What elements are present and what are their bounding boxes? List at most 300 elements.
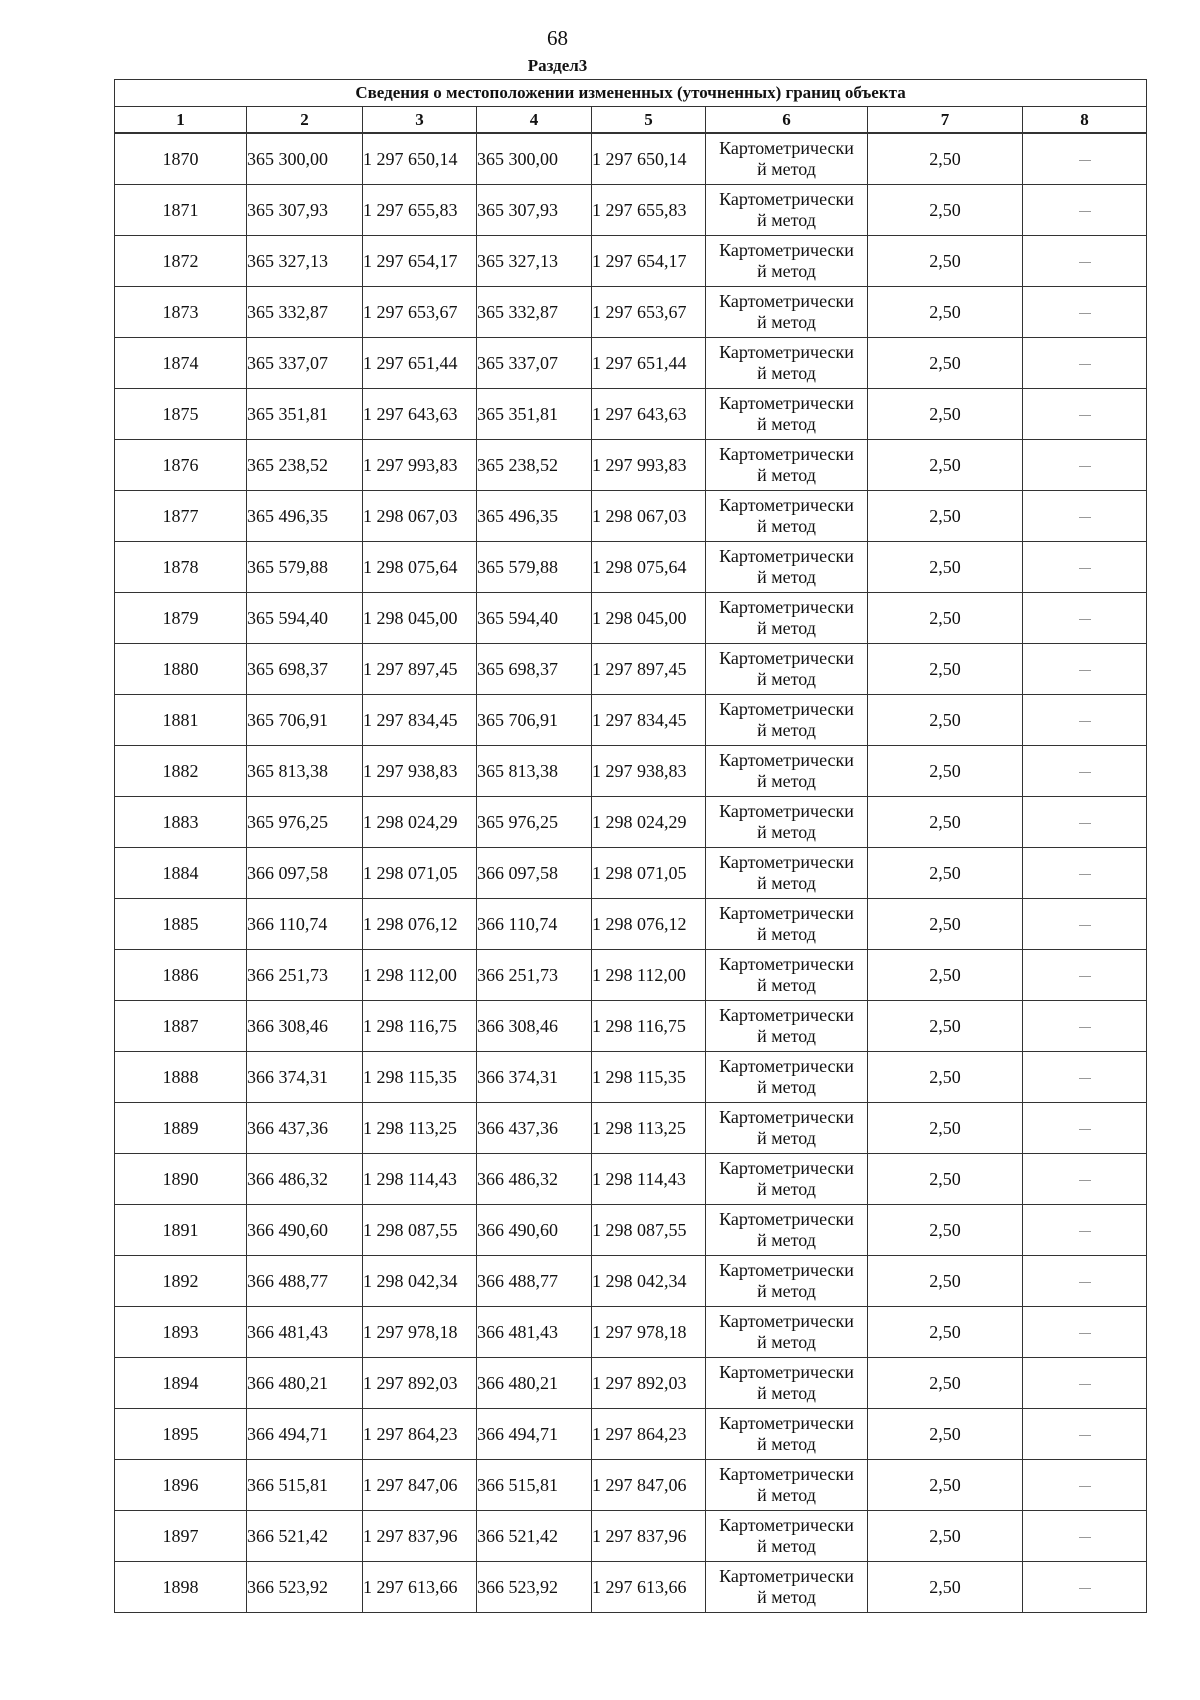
method-line-1: Картометрически	[719, 546, 854, 566]
y-old-cell: 1 298 113,25	[363, 1103, 477, 1154]
dash-mark	[1079, 262, 1091, 263]
y-new-cell: 1 297 650,14	[592, 133, 706, 185]
x-old-cell: 366 515,81	[247, 1460, 363, 1511]
method-line-1: Картометрически	[719, 1005, 854, 1025]
accuracy-cell: 2,50	[868, 287, 1023, 338]
x-old-cell: 366 251,73	[247, 950, 363, 1001]
dash-mark	[1079, 1180, 1091, 1181]
empty-dash-cell	[1023, 644, 1147, 695]
point-id-cell: 1895	[115, 1409, 247, 1460]
x-old-cell: 365 813,38	[247, 746, 363, 797]
accuracy-cell: 2,50	[868, 185, 1023, 236]
empty-dash-cell	[1023, 338, 1147, 389]
table-row	[115, 644, 1147, 695]
empty-dash-cell	[1023, 440, 1147, 491]
point-id-cell: 1876	[115, 440, 247, 491]
y-new-cell: 1 298 115,35	[592, 1052, 706, 1103]
method-line-1: Картометрически	[719, 954, 854, 974]
table-row	[115, 1511, 1147, 1562]
table-row	[115, 1001, 1147, 1052]
accuracy-cell: 2,50	[868, 1001, 1023, 1052]
dash-mark	[1079, 568, 1091, 569]
method-line-1: Картометрически	[719, 1464, 854, 1484]
y-old-cell: 1 297 978,18	[363, 1307, 477, 1358]
point-id-cell: 1892	[115, 1256, 247, 1307]
empty-dash-cell	[1023, 542, 1147, 593]
y-old-cell: 1 297 938,83	[363, 746, 477, 797]
method-line-1: Картометрически	[719, 699, 854, 719]
x-new-cell: 366 488,77	[477, 1256, 592, 1307]
point-id-cell: 1874	[115, 338, 247, 389]
method-line-1: Картометрически	[719, 648, 854, 668]
accuracy-cell: 2,50	[868, 1460, 1023, 1511]
empty-dash-cell	[1023, 1409, 1147, 1460]
accuracy-cell: 2,50	[868, 1409, 1023, 1460]
dash-mark	[1079, 976, 1091, 977]
empty-dash-cell	[1023, 1052, 1147, 1103]
empty-dash-cell	[1023, 491, 1147, 542]
point-id-cell: 1871	[115, 185, 247, 236]
x-new-cell: 366 437,36	[477, 1103, 592, 1154]
y-new-cell: 1 297 892,03	[592, 1358, 706, 1409]
dash-mark	[1079, 517, 1091, 518]
x-new-cell: 366 494,71	[477, 1409, 592, 1460]
y-new-cell: 1 297 837,96	[592, 1511, 706, 1562]
accuracy-cell: 2,50	[868, 1205, 1023, 1256]
method-cell	[706, 1511, 868, 1562]
accuracy-cell: 2,50	[868, 440, 1023, 491]
accuracy-cell: 2,50	[868, 133, 1023, 185]
table-row	[115, 797, 1147, 848]
y-new-cell: 1 298 067,03	[592, 491, 706, 542]
accuracy-cell: 2,50	[868, 797, 1023, 848]
empty-dash-cell	[1023, 593, 1147, 644]
method-line-2: й метод	[757, 210, 816, 230]
x-new-cell: 366 481,43	[477, 1307, 592, 1358]
x-old-cell: 365 351,81	[247, 389, 363, 440]
x-new-cell: 366 097,58	[477, 848, 592, 899]
method-line-2: й метод	[757, 363, 816, 383]
method-cell	[706, 1460, 868, 1511]
x-old-cell: 366 110,74	[247, 899, 363, 950]
point-id-cell: 1889	[115, 1103, 247, 1154]
method-cell	[706, 133, 868, 185]
table-row	[115, 1562, 1147, 1613]
method-line-2: й метод	[757, 1026, 816, 1046]
y-old-cell: 1 297 897,45	[363, 644, 477, 695]
y-old-cell: 1 297 654,17	[363, 236, 477, 287]
method-line-2: й метод	[757, 669, 816, 689]
y-new-cell: 1 297 653,67	[592, 287, 706, 338]
x-old-cell: 366 097,58	[247, 848, 363, 899]
y-old-cell: 1 298 114,43	[363, 1154, 477, 1205]
column-number-5: 5	[592, 107, 706, 134]
x-old-cell: 365 976,25	[247, 797, 363, 848]
dash-mark	[1079, 1078, 1091, 1079]
accuracy-cell: 2,50	[868, 950, 1023, 1001]
y-new-cell: 1 298 076,12	[592, 899, 706, 950]
x-new-cell: 365 337,07	[477, 338, 592, 389]
point-id-cell: 1882	[115, 746, 247, 797]
point-id-cell: 1878	[115, 542, 247, 593]
point-id-cell: 1890	[115, 1154, 247, 1205]
y-old-cell: 1 298 045,00	[363, 593, 477, 644]
point-id-cell: 1897	[115, 1511, 247, 1562]
x-new-cell: 366 374,31	[477, 1052, 592, 1103]
dash-mark	[1079, 160, 1091, 161]
x-old-cell: 366 521,42	[247, 1511, 363, 1562]
x-new-cell: 366 480,21	[477, 1358, 592, 1409]
accuracy-cell: 2,50	[868, 389, 1023, 440]
x-new-cell: 365 698,37	[477, 644, 592, 695]
method-line-2: й метод	[757, 516, 816, 536]
column-number-row	[115, 107, 1147, 134]
y-old-cell: 1 298 024,29	[363, 797, 477, 848]
empty-dash-cell	[1023, 950, 1147, 1001]
y-new-cell: 1 297 643,63	[592, 389, 706, 440]
point-id-cell: 1885	[115, 899, 247, 950]
accuracy-cell: 2,50	[868, 1103, 1023, 1154]
x-old-cell: 366 494,71	[247, 1409, 363, 1460]
x-old-cell: 366 308,46	[247, 1001, 363, 1052]
accuracy-cell: 2,50	[868, 236, 1023, 287]
table-row	[115, 950, 1147, 1001]
x-old-cell: 365 579,88	[247, 542, 363, 593]
y-new-cell: 1 297 978,18	[592, 1307, 706, 1358]
x-new-cell: 366 521,42	[477, 1511, 592, 1562]
method-line-1: Картометрически	[719, 1362, 854, 1382]
y-old-cell: 1 297 864,23	[363, 1409, 477, 1460]
method-cell	[706, 797, 868, 848]
method-line-1: Картометрически	[719, 1158, 854, 1178]
y-old-cell: 1 297 892,03	[363, 1358, 477, 1409]
dash-mark	[1079, 670, 1091, 671]
method-cell	[706, 1409, 868, 1460]
y-new-cell: 1 297 938,83	[592, 746, 706, 797]
dash-mark	[1079, 619, 1091, 620]
method-cell	[706, 1205, 868, 1256]
method-line-2: й метод	[757, 1434, 816, 1454]
x-new-cell: 365 594,40	[477, 593, 592, 644]
y-new-cell: 1 298 113,25	[592, 1103, 706, 1154]
table-row	[115, 338, 1147, 389]
empty-dash-cell	[1023, 848, 1147, 899]
empty-dash-cell	[1023, 287, 1147, 338]
point-id-cell: 1893	[115, 1307, 247, 1358]
table-row	[115, 1052, 1147, 1103]
point-id-cell: 1884	[115, 848, 247, 899]
method-line-1: Картометрически	[719, 138, 854, 158]
table-row	[115, 1358, 1147, 1409]
x-new-cell: 365 496,35	[477, 491, 592, 542]
table-row	[115, 1205, 1147, 1256]
x-new-cell: 366 110,74	[477, 899, 592, 950]
dash-mark	[1079, 466, 1091, 467]
method-line-1: Картометрически	[719, 1311, 854, 1331]
method-line-2: й метод	[757, 822, 816, 842]
method-cell	[706, 542, 868, 593]
method-line-2: й метод	[757, 1383, 816, 1403]
empty-dash-cell	[1023, 1511, 1147, 1562]
method-cell	[706, 1154, 868, 1205]
method-cell	[706, 899, 868, 950]
dash-mark	[1079, 874, 1091, 875]
x-old-cell: 365 238,52	[247, 440, 363, 491]
x-old-cell: 365 496,35	[247, 491, 363, 542]
empty-dash-cell	[1023, 1562, 1147, 1613]
method-line-2: й метод	[757, 1587, 816, 1607]
method-line-1: Картометрически	[719, 1566, 854, 1586]
y-old-cell: 1 298 075,64	[363, 542, 477, 593]
accuracy-cell: 2,50	[868, 338, 1023, 389]
table-row	[115, 185, 1147, 236]
empty-dash-cell	[1023, 1256, 1147, 1307]
point-id-cell: 1888	[115, 1052, 247, 1103]
y-new-cell: 1 298 045,00	[592, 593, 706, 644]
dash-mark	[1079, 925, 1091, 926]
dash-mark	[1079, 1537, 1091, 1538]
x-old-cell: 366 481,43	[247, 1307, 363, 1358]
method-cell	[706, 644, 868, 695]
empty-dash-cell	[1023, 797, 1147, 848]
method-cell	[706, 1307, 868, 1358]
x-old-cell: 365 594,40	[247, 593, 363, 644]
accuracy-cell: 2,50	[868, 899, 1023, 950]
y-new-cell: 1 297 651,44	[592, 338, 706, 389]
table-row	[115, 287, 1147, 338]
dash-mark	[1079, 1333, 1091, 1334]
page-number: 68	[547, 26, 568, 50]
method-line-2: й метод	[757, 465, 816, 485]
x-old-cell: 366 488,77	[247, 1256, 363, 1307]
table-row	[115, 746, 1147, 797]
point-id-cell: 1886	[115, 950, 247, 1001]
dash-mark	[1079, 1384, 1091, 1385]
method-line-2: й метод	[757, 771, 816, 791]
y-new-cell: 1 298 071,05	[592, 848, 706, 899]
method-cell	[706, 1256, 868, 1307]
empty-dash-cell	[1023, 133, 1147, 185]
method-cell	[706, 746, 868, 797]
dash-mark	[1079, 211, 1091, 212]
column-number-7: 7	[868, 107, 1023, 134]
table-row	[115, 440, 1147, 491]
x-new-cell: 365 976,25	[477, 797, 592, 848]
empty-dash-cell	[1023, 1205, 1147, 1256]
y-new-cell: 1 298 024,29	[592, 797, 706, 848]
x-new-cell: 365 307,93	[477, 185, 592, 236]
table-row	[115, 695, 1147, 746]
y-new-cell: 1 297 654,17	[592, 236, 706, 287]
method-line-2: й метод	[757, 261, 816, 281]
point-id-cell: 1872	[115, 236, 247, 287]
point-id-cell: 1873	[115, 287, 247, 338]
accuracy-cell: 2,50	[868, 1358, 1023, 1409]
method-line-1: Картометрически	[719, 240, 854, 260]
column-number-3: 3	[363, 107, 477, 134]
point-id-cell: 1880	[115, 644, 247, 695]
accuracy-cell: 2,50	[868, 1052, 1023, 1103]
method-line-1: Картометрически	[719, 1260, 854, 1280]
point-id-cell: 1887	[115, 1001, 247, 1052]
y-old-cell: 1 297 650,14	[363, 133, 477, 185]
table-row	[115, 1103, 1147, 1154]
y-old-cell: 1 298 112,00	[363, 950, 477, 1001]
y-old-cell: 1 297 834,45	[363, 695, 477, 746]
y-old-cell: 1 297 643,63	[363, 389, 477, 440]
accuracy-cell: 2,50	[868, 695, 1023, 746]
dash-mark	[1079, 823, 1091, 824]
empty-dash-cell	[1023, 746, 1147, 797]
dash-mark	[1079, 1435, 1091, 1436]
method-line-2: й метод	[757, 1128, 816, 1148]
y-new-cell: 1 298 114,43	[592, 1154, 706, 1205]
x-old-cell: 366 523,92	[247, 1562, 363, 1613]
point-id-cell: 1898	[115, 1562, 247, 1613]
table-row	[115, 1409, 1147, 1460]
section-title: Раздел3	[527, 56, 588, 75]
x-old-cell: 365 337,07	[247, 338, 363, 389]
y-new-cell: 1 298 075,64	[592, 542, 706, 593]
table-row	[115, 133, 1147, 185]
method-cell	[706, 1052, 868, 1103]
column-number-8: 8	[1023, 107, 1147, 134]
x-new-cell: 366 308,46	[477, 1001, 592, 1052]
method-line-1: Картометрически	[719, 852, 854, 872]
x-new-cell: 365 238,52	[477, 440, 592, 491]
method-line-2: й метод	[757, 1536, 816, 1556]
column-number-4: 4	[477, 107, 592, 134]
method-cell	[706, 1001, 868, 1052]
empty-dash-cell	[1023, 389, 1147, 440]
method-line-2: й метод	[757, 312, 816, 332]
y-new-cell: 1 297 897,45	[592, 644, 706, 695]
accuracy-cell: 2,50	[868, 1562, 1023, 1613]
accuracy-cell: 2,50	[868, 491, 1023, 542]
y-old-cell: 1 298 076,12	[363, 899, 477, 950]
method-cell	[706, 1562, 868, 1613]
method-cell	[706, 1103, 868, 1154]
dash-mark	[1079, 364, 1091, 365]
table-caption: Сведения о местоположении измененных (уточненных) границ объекта	[115, 80, 1147, 107]
column-number-2: 2	[247, 107, 363, 134]
table-row	[115, 1460, 1147, 1511]
table-row	[115, 1307, 1147, 1358]
method-line-1: Картометрически	[719, 342, 854, 362]
table-row	[115, 542, 1147, 593]
dash-mark	[1079, 415, 1091, 416]
empty-dash-cell	[1023, 1001, 1147, 1052]
x-old-cell: 365 307,93	[247, 185, 363, 236]
accuracy-cell: 2,50	[868, 1511, 1023, 1562]
method-line-2: й метод	[757, 924, 816, 944]
empty-dash-cell	[1023, 1154, 1147, 1205]
point-id-cell: 1879	[115, 593, 247, 644]
method-line-2: й метод	[757, 1179, 816, 1199]
empty-dash-cell	[1023, 1460, 1147, 1511]
point-id-cell: 1870	[115, 133, 247, 185]
table-row	[115, 899, 1147, 950]
point-id-cell: 1875	[115, 389, 247, 440]
column-number-6: 6	[706, 107, 868, 134]
point-id-cell: 1894	[115, 1358, 247, 1409]
method-cell	[706, 950, 868, 1001]
x-new-cell: 365 327,13	[477, 236, 592, 287]
x-new-cell: 365 351,81	[477, 389, 592, 440]
y-old-cell: 1 297 651,44	[363, 338, 477, 389]
method-line-1: Картометрически	[719, 903, 854, 923]
y-new-cell: 1 298 116,75	[592, 1001, 706, 1052]
accuracy-cell: 2,50	[868, 644, 1023, 695]
dash-mark	[1079, 721, 1091, 722]
x-new-cell: 366 490,60	[477, 1205, 592, 1256]
y-new-cell: 1 297 834,45	[592, 695, 706, 746]
point-id-cell: 1881	[115, 695, 247, 746]
empty-dash-cell	[1023, 1358, 1147, 1409]
accuracy-cell: 2,50	[868, 593, 1023, 644]
y-new-cell: 1 297 993,83	[592, 440, 706, 491]
dash-mark	[1079, 1027, 1091, 1028]
x-old-cell: 365 327,13	[247, 236, 363, 287]
point-id-cell: 1891	[115, 1205, 247, 1256]
empty-dash-cell	[1023, 1103, 1147, 1154]
method-cell	[706, 389, 868, 440]
y-new-cell: 1 298 112,00	[592, 950, 706, 1001]
method-cell	[706, 338, 868, 389]
method-line-1: Картометрически	[719, 444, 854, 464]
point-id-cell: 1896	[115, 1460, 247, 1511]
y-new-cell: 1 297 847,06	[592, 1460, 706, 1511]
method-line-1: Картометрически	[719, 393, 854, 413]
method-line-2: й метод	[757, 1077, 816, 1097]
x-old-cell: 365 706,91	[247, 695, 363, 746]
method-cell	[706, 848, 868, 899]
table-row	[115, 1256, 1147, 1307]
y-old-cell: 1 298 071,05	[363, 848, 477, 899]
method-line-1: Картометрически	[719, 495, 854, 515]
dash-mark	[1079, 1231, 1091, 1232]
x-new-cell: 365 706,91	[477, 695, 592, 746]
table-body	[115, 133, 1147, 1613]
method-line-1: Картометрически	[719, 1515, 854, 1535]
x-old-cell: 366 437,36	[247, 1103, 363, 1154]
y-old-cell: 1 297 655,83	[363, 185, 477, 236]
x-old-cell: 366 480,21	[247, 1358, 363, 1409]
table-row	[115, 491, 1147, 542]
empty-dash-cell	[1023, 899, 1147, 950]
x-old-cell: 365 332,87	[247, 287, 363, 338]
method-line-1: Картометрически	[719, 1107, 854, 1127]
y-old-cell: 1 298 115,35	[363, 1052, 477, 1103]
x-new-cell: 365 579,88	[477, 542, 592, 593]
method-line-2: й метод	[757, 873, 816, 893]
method-line-2: й метод	[757, 1485, 816, 1505]
dash-mark	[1079, 313, 1091, 314]
y-new-cell: 1 297 655,83	[592, 185, 706, 236]
method-line-1: Картометрически	[719, 1056, 854, 1076]
empty-dash-cell	[1023, 185, 1147, 236]
table-row	[115, 389, 1147, 440]
method-line-2: й метод	[757, 159, 816, 179]
method-line-2: й метод	[757, 720, 816, 740]
x-old-cell: 365 300,00	[247, 133, 363, 185]
method-line-2: й метод	[757, 567, 816, 587]
x-new-cell: 366 251,73	[477, 950, 592, 1001]
method-line-2: й метод	[757, 618, 816, 638]
method-line-1: Картометрически	[719, 597, 854, 617]
y-old-cell: 1 298 067,03	[363, 491, 477, 542]
x-old-cell: 366 374,31	[247, 1052, 363, 1103]
